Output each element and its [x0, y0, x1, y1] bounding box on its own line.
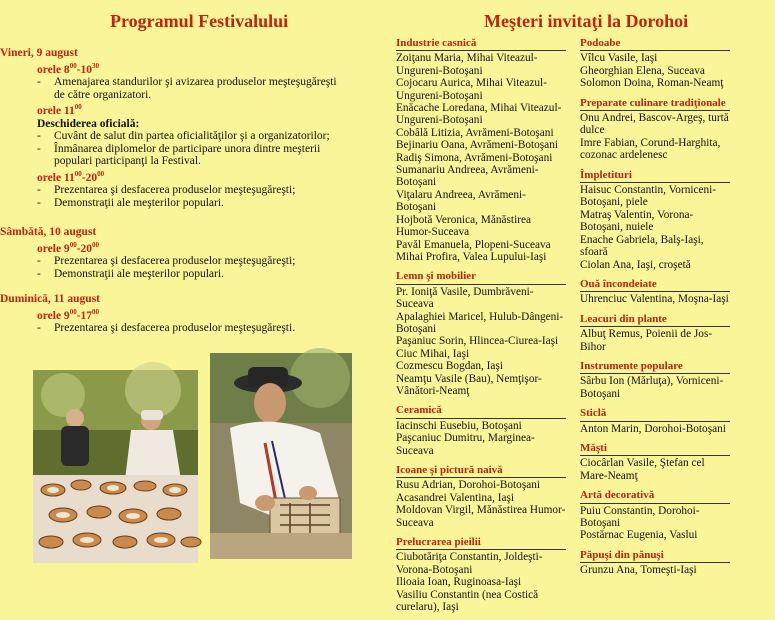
day-title: Sâmbătă, 10 august [0, 226, 97, 238]
category-entries [396, 52, 566, 263]
masters-column-right [580, 37, 730, 584]
master-entry: Vasiliu Constantin (nea Costică curelaru), Iaşi [396, 588, 539, 614]
category-heading: Icoane şi pictură naivă [396, 464, 566, 478]
program-item: - Amenajarea standurilor şi avizarea produselor meşteşugăreşti de către organizatori. [0, 76, 340, 101]
category-entries [580, 375, 730, 400]
hour-label: orele $9^{00}-17^{00}$ [37, 307, 100, 322]
master-entry: Hojbotă Veronica, Mănăstirea Humor-Suceava [396, 213, 531, 239]
category-heading: Împletituri [580, 169, 730, 183]
master-entry: Cojocaru Aurica, Mihai Viteazul-Ungureni-Botoşani [396, 77, 547, 102]
category-heading: Păpuşi din pănuşi [580, 549, 730, 563]
category-entries [580, 457, 730, 482]
master-entry: Enăcache Loredana, Mihai Viteazul-Ungureni-Botoşani [396, 102, 562, 127]
master-entry: Viţalaru Andreea, Avrămeni-Botoşani [396, 188, 526, 214]
master-entry: Onu Andrei, Bascov-Argeş, turtă dulce [580, 112, 729, 137]
category-entries [580, 52, 730, 89]
category-entries [580, 505, 730, 542]
master-entry: Paşcaniuc Dumitru, Marginea-Suceava [396, 432, 535, 457]
masters-column-left [396, 37, 566, 620]
master-entry: Iacinschi Eusebiu, Botoşani [396, 419, 522, 432]
master-entry: Pr. Ioniţă Vasile, Dumbrăveni-Suceava [396, 285, 534, 311]
master-entry: Apalaghiei Maricel, Hulub-Dângeni-Botoşani [396, 310, 564, 335]
master-entry: Cozmescu Bogdan, Iaşi [396, 360, 503, 373]
category-heading: Prelucrarea pieilii [396, 536, 566, 550]
category-heading: Industrie casnică [396, 37, 566, 51]
category-entries [396, 420, 566, 457]
master-entry: Puiu Constantin, Dorohoi-Botoşani [580, 504, 700, 529]
master-entry: Uhrenciuc Valentina, Moşna-Iaşi [580, 293, 729, 306]
master-entry: Matraş Valentin, Vorona-Botoşani, nuiele [580, 208, 694, 234]
category-heading: Sticlă [580, 407, 730, 421]
program-item: - Prezentarea şi desfacerea produselor meşteşugăreşti; [0, 184, 340, 197]
category-heading: Ouă încondeiate [580, 278, 730, 292]
day-friday [0, 47, 340, 210]
master-entry: Sumanariu Andreea, Avrămeni-Botoşani [396, 164, 539, 189]
master-entry: Ilioaia Ioan, Ruginoasa-Iaşi [396, 576, 522, 589]
hour-label: orele $9^{00}-20^{00}$ [37, 240, 100, 255]
category-heading: Ceramică [396, 404, 566, 418]
program-item: - Prezentarea şi desfacerea produselor meşteşugăreşti. [0, 322, 340, 335]
day-saturday [0, 226, 340, 280]
program-item: - Înmânarea diplomelor de participare unora dintre meşterii populari participanţi la Festival. [0, 143, 340, 168]
photo-pottery-stand [33, 370, 198, 563]
category-heading: Măşti [580, 442, 730, 456]
category-entries [396, 286, 566, 398]
master-entry: Bejinariu Oana, Avrămeni-Botoşani [396, 139, 558, 152]
program-item: - Demonstraţii ale meşterilor populari. [0, 197, 340, 210]
master-entry: Vîlcu Vasile, Iaşi [580, 52, 658, 65]
opening-label: Deschiderea oficială: [37, 117, 140, 130]
category-heading: Leacuri din plante [580, 313, 730, 327]
master-entry: Anton Marin, Dorohoi-Botoşani [580, 422, 726, 435]
master-entry: Gheorghian Elena, Suceava [580, 64, 705, 77]
master-entry: Enache Gabriela, Balş-Iaşi, sfoară [580, 233, 704, 259]
master-entry: Albuţ Remus, Poienii de Jos-Bihor [580, 328, 713, 353]
master-entry: Radiş Simona, Avrămeni-Botoşani [396, 151, 553, 164]
program-item: - Cuvânt de salut din partea oficialităţilor şi a organizatorilor; [0, 130, 340, 143]
hour-label: orele $11^{00}$ [37, 103, 82, 118]
master-entry: Acasandrei Valentina, Iaşi [396, 491, 515, 504]
day-title: Vineri, 9 august [0, 47, 78, 59]
category-entries [396, 479, 566, 529]
category-entries [580, 184, 730, 271]
master-entry: Haisuc Constantin, Vorniceni-Botoşani, piele [580, 184, 717, 209]
category-entries [580, 112, 730, 162]
day-sunday [0, 293, 340, 335]
program-title: Programul Festivalului [110, 11, 289, 31]
category-heading: Preparate culinare tradiţionale [580, 97, 730, 111]
master-entry: Paşaniuc Sorin, Hlincea-Ciurea-Iaşi [396, 335, 559, 348]
master-entry: Sârbu Ion (Mărluţa), Vorniceni-Botoşani [580, 375, 724, 400]
master-entry: Imre Fabian, Corund-Harghita, cozonac ardelenesc [580, 136, 721, 162]
category-heading: Instrumente populare [580, 360, 730, 374]
category-heading: Podoabe [580, 37, 730, 51]
program-item: - Demonstraţii ale meşterilor populari. [0, 268, 340, 281]
day-title: Duminică, 11 august [0, 293, 101, 305]
master-entry: Postărnac Eugenia, Vaslui [580, 529, 698, 542]
master-entry: Pavăl Emanuela, Plopeni-Suceava [396, 238, 551, 251]
master-entry: Ciuc Mihai, Iaşi [396, 347, 470, 360]
master-entry: Ciubotăriţa Constantin, Joldeşti-Vorona-Botoşani [396, 551, 543, 576]
hour-label: orele $11^{00}-20^{00}$ [37, 170, 105, 184]
program-item: - Prezentarea şi desfacerea produselor meşteşugăreşti; [0, 255, 340, 268]
master-entry: Moldovan Virgil, Mănăstirea Humor-Suceava [396, 504, 566, 529]
master-entry: Ciolan Ana, Iaşi, croşetă [580, 258, 691, 271]
photo-craftsman [210, 353, 352, 559]
masters-title: Meşteri invitaţi la Dorohoi [484, 11, 689, 31]
hour-label: orele $8^{00}-10^{30}$ [37, 61, 100, 76]
master-entry: Cobâlă Litizia, Avrămeni-Botoşani [396, 126, 554, 139]
master-entry: Grunzu Ana, Tomeşti-Iaşi [580, 564, 697, 577]
master-entry: Rusu Adrian, Dorohoi-Botoşani [396, 479, 541, 492]
category-entries [580, 423, 730, 435]
category-heading: Lemn şi mobilier [396, 270, 566, 284]
master-entry: Neamţu Vasile (Bau), Nemţişor-Vânători-Neamţ [396, 372, 542, 397]
category-heading: Artă decorativă [580, 489, 730, 503]
category-entries [396, 551, 566, 613]
category-entries [580, 328, 730, 353]
category-entries [580, 293, 730, 305]
master-entry: Ciocârlan Vasile, Ştefan cel Mare-Neamţ [580, 457, 705, 482]
master-entry: Mihai Profira, Valea Lupului-Iaşi [396, 250, 547, 263]
master-entry: Zoiţanu Maria, Mihai Viteazul-Ungureni-Botoşani [396, 52, 538, 77]
master-entry: Solomon Doina, Roman-Neamţ [580, 77, 724, 90]
category-entries [580, 564, 730, 576]
